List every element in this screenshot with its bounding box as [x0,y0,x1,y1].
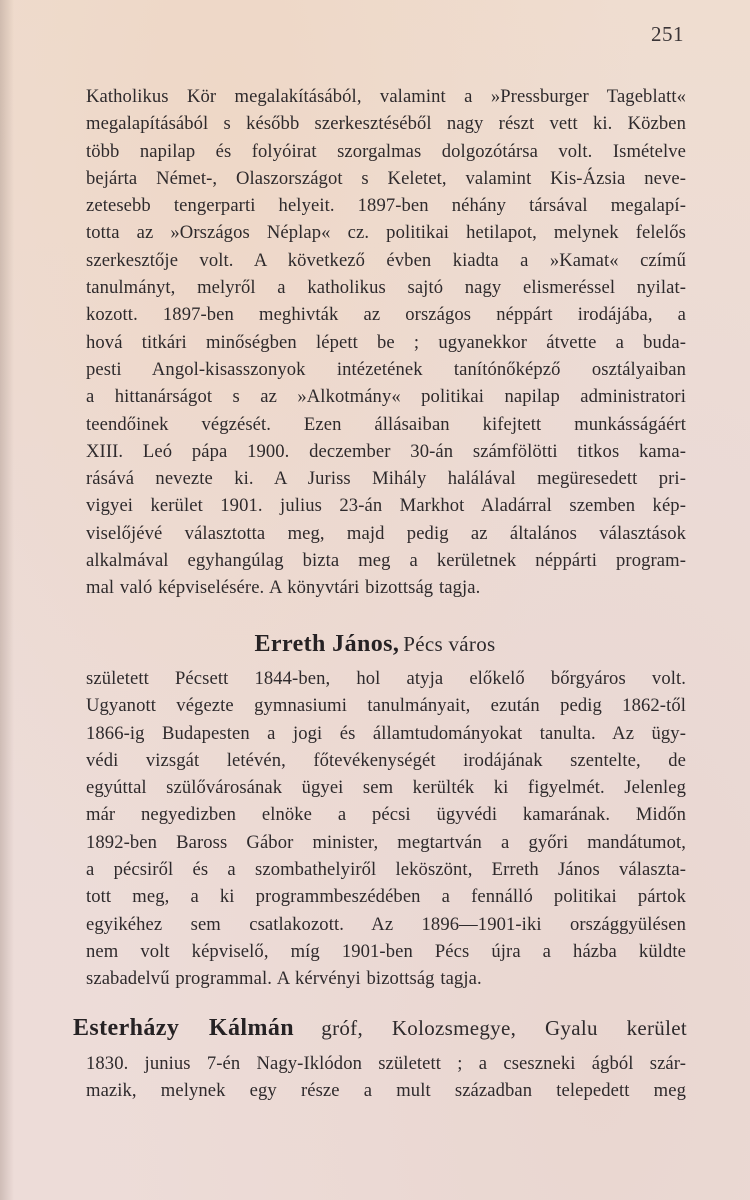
text-line: 1866-ig Budapesten a jogi és államtudományokat tanulta. Az ügy- [86,722,686,744]
text-line: viselőjévé választotta meg, majd pedig az általános választások [86,522,686,544]
text-line: Ugyanott végezte gymnasiumi tanulmányait, ezután pedig 1862-től [86,695,686,717]
page-gutter-shadow [0,0,14,1200]
text-line: 1830. junius 7-én Nagy-Iklódon született ; a cseszneki ágból szár- [86,1053,686,1074]
text-line: vigyei kerület 1901. julius 23-án Markhot Aladárral szemben kép- [86,495,686,517]
text-line: XIII. Leó pápa 1900. deczember 30-án számfölötti titkos kama- [86,440,686,462]
text-line: tanulmányt, melyről a katholikus sajtó nagy elismeréssel nyilat- [86,277,686,299]
text-line: 1892-ben Baross Gábor minister, megtartván a győri mandátumot, [86,831,686,853]
text-line: pesti Angol-kisasszonyok intézetének tanítónőképző osztályaiban [86,358,686,380]
text-line: megalapításából s később szerkesztéséből nagy részt vett ki. Közben [86,113,686,135]
paragraph-esterhazy-biography [86,1050,686,1105]
text-line: alkalmával egyhangúlag bizta meg a kerületnek néppárti program- [86,550,686,572]
entry-constituency: Pécs város [403,632,496,656]
text-line: szerkesztője volt. A következő évben kiadta a »Kamat« czímű [86,249,686,271]
text-line: a pécsiről és a szombathelyiről leköszönt, Erreth János választa- [86,859,686,881]
text-line: hová titkári minőségben lépett be ; ugyanekkor átvette a buda- [86,331,686,353]
text-line: egyúttal szülővárosának ügyei sem kerülték ki figyelmét. Jelenleg [86,777,686,799]
text-line: védi vizsgát letévén, főtevékenységét irodájának szentelte, de [86,749,686,771]
text-line: több napilap és folyóirat szorgalmas dolgozótársa volt. Ismételve [86,140,686,162]
text-line: totta az »Országos Néplap« cz. politikai hetilapot, melynek felelős [86,222,686,244]
page-number: 251 [651,22,684,46]
text-line: zetesebb tengerparti helyeit. 1897-ben néhány társával megalapí- [86,195,686,217]
text-line: nem volt képviselő, míg 1901-ben Pécs újra a házba küldte [86,940,686,962]
text-line: bejárta Német-, Olaszországot s Keletet, valamint Kis-Ázsia neve- [86,167,686,189]
text-line: a hittanárságot s az »Alkotmány« politikai napilap administratori [86,386,686,408]
text-line: mazik, melynek egy része a mult században telepedett meg [86,1080,686,1102]
text-line: szabadelvű programmal. A kérvényi bizottság tagja. [86,968,482,990]
entry-heading-esterhazy-kalman [73,1012,687,1044]
entry-name: Erreth János, [254,631,400,657]
entry-name: Esterházy Kálmán [73,1015,294,1041]
paragraph-continued-biography [86,83,686,602]
text-line: mal való képviselésére. A könyvtári bizottság tagja. [86,577,481,599]
text-line: már negyedizben elnöke a pécsi ügyvédi kamarának. Midőn [86,804,686,826]
paragraph-erreth-biography [86,665,686,993]
text-line: rásává nevezte ki. A Juriss Mihály halálával megüresedett pri- [86,468,686,490]
text-line: Katholikus Kör megalakításából, valamint a »Pressburger Tageblatt« [86,86,686,107]
text-line: teendőinek végzését. Ezen állásaiban kifejtett munkásságáért [86,413,686,435]
entry-heading-erreth-janos [0,628,750,660]
text-line: tott meg, a ki programmbeszédében a fennálló politikai pártok [86,886,686,908]
text-line: kozott. 1897-ben meghivták az országos néppárt irodájába, a [86,304,686,326]
entry-constituency: gróf, Kolozsmegye, Gyalu kerület [321,1016,687,1040]
text-line: egyikéhez sem csatlakozott. Az 1896—1901-iki országgyülésen [86,913,686,935]
text-line: született Pécsett 1844-ben, hol atyja előkelő bőrgyáros volt. [86,668,686,689]
